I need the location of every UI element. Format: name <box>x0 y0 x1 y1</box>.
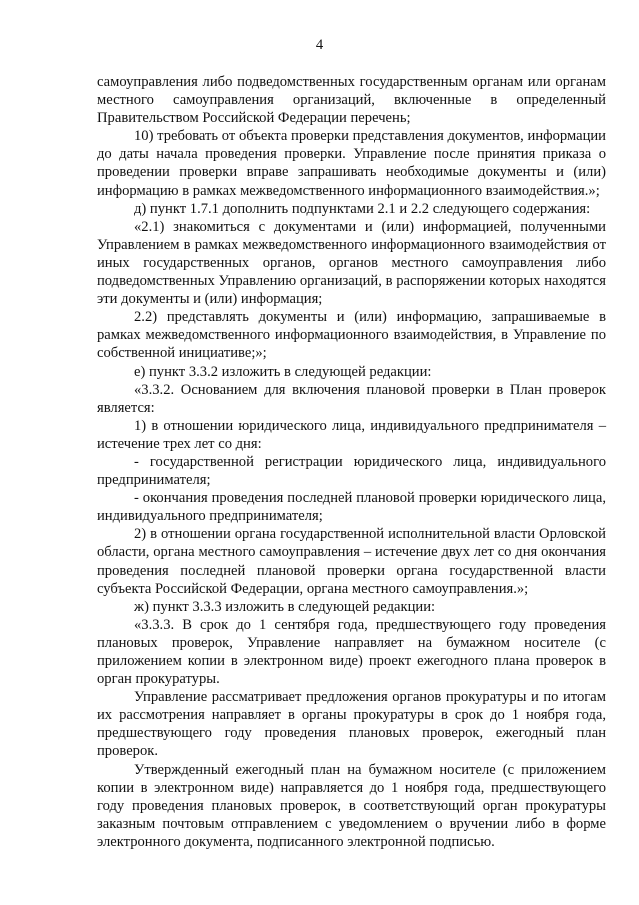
paragraph-14: Управление рассматривает предложения органов прокуратуры и по итогам их рассмотрения направляет в органы прокуратуры в срок до 1 ноября года, предшествующего году проведения плановых проверок, ежегодный план проверок. <box>97 689 606 760</box>
paragraph-15: Утвержденный ежегодный план на бумажном носителе (с приложением копии в электронном виде) направляется до 1 ноября года, предшествующего году проведения плановых проверок, в соответствующий орган прокуратуры заказным почтовым отправлением с уведомлением о вручении либо в форме электронного документа, подписанного электронной подписью. <box>97 761 606 850</box>
paragraph-5: 2.2) представлять документы и (или) информацию, запрашиваемые в рамках межведомственного информационного взаимодействия, в Управление по собственной инициативе;»; <box>97 309 606 362</box>
paragraph-10: - окончания проведения последней плановой проверки юридического лица, индивидуального предпринимателя; <box>97 490 606 525</box>
paragraph-8: 1) в отношении юридического лица, индивидуального предпринимателя – истечение трех лет со дня: <box>97 417 606 452</box>
paragraph-12: ж) пункт 3.3.3 изложить в следующей редакции: <box>134 598 436 615</box>
paragraph-11: 2) в отношении органа государственной исполнительной власти Орловской области, органа местного самоуправления – истечение двух лет со дня окончания проведения последней плановой проверки органа государственной власти субъекта Российской Федерации, органа местного самоуправления.»; <box>97 526 606 597</box>
paragraph-6: е) пункт 3.3.2 изложить в следующей редакции: <box>134 363 432 380</box>
paragraph-9: - государственной регистрации юридического лица, индивидуального предпринимателя; <box>97 453 606 489</box>
paragraph-3: д) пункт 1.7.1 дополнить подпунктами 2.1 и 2.2 следующего содержания: <box>134 200 591 217</box>
paragraph-13: «3.3.3. В срок до 1 сентября года, предшествующего году проведения плановых проверок, Управление направляет на бумажном носителе (с приложением копии в электронном виде) проект ежегодного плана проверок в орган прокуратуры. <box>97 616 606 688</box>
document-body <box>97 73 606 851</box>
paragraph-2: 10) требовать от объекта проверки представления документов, информации до даты начала проведения проверки. Управление после принятия приказа о проведении проверки вправе запрашивать необходимые документы и (или) информацию в рамках межведомственного информационного взаимодействия.»; <box>97 128 606 199</box>
paragraph-4: «2.1) знакомиться с документами и (или) информацией, полученными Управлением в рамках межведомственного информационного взаимодействия от иных государственных органов, органов местного самоуправления либо подведомственных Управлению организаций, в распоряжении которых находятся эти документы и (или) информация; <box>97 218 606 308</box>
paragraph-1: самоуправления либо подведомственных государственным органам или органам местного самоуправления организаций, включенные в определенный Правительством Российской Федерации перечень; <box>97 74 606 127</box>
paragraph-7: «3.3.2. Основанием для включения плановой проверки в План проверок является: <box>97 381 606 416</box>
page-number: 4 <box>315 37 324 53</box>
